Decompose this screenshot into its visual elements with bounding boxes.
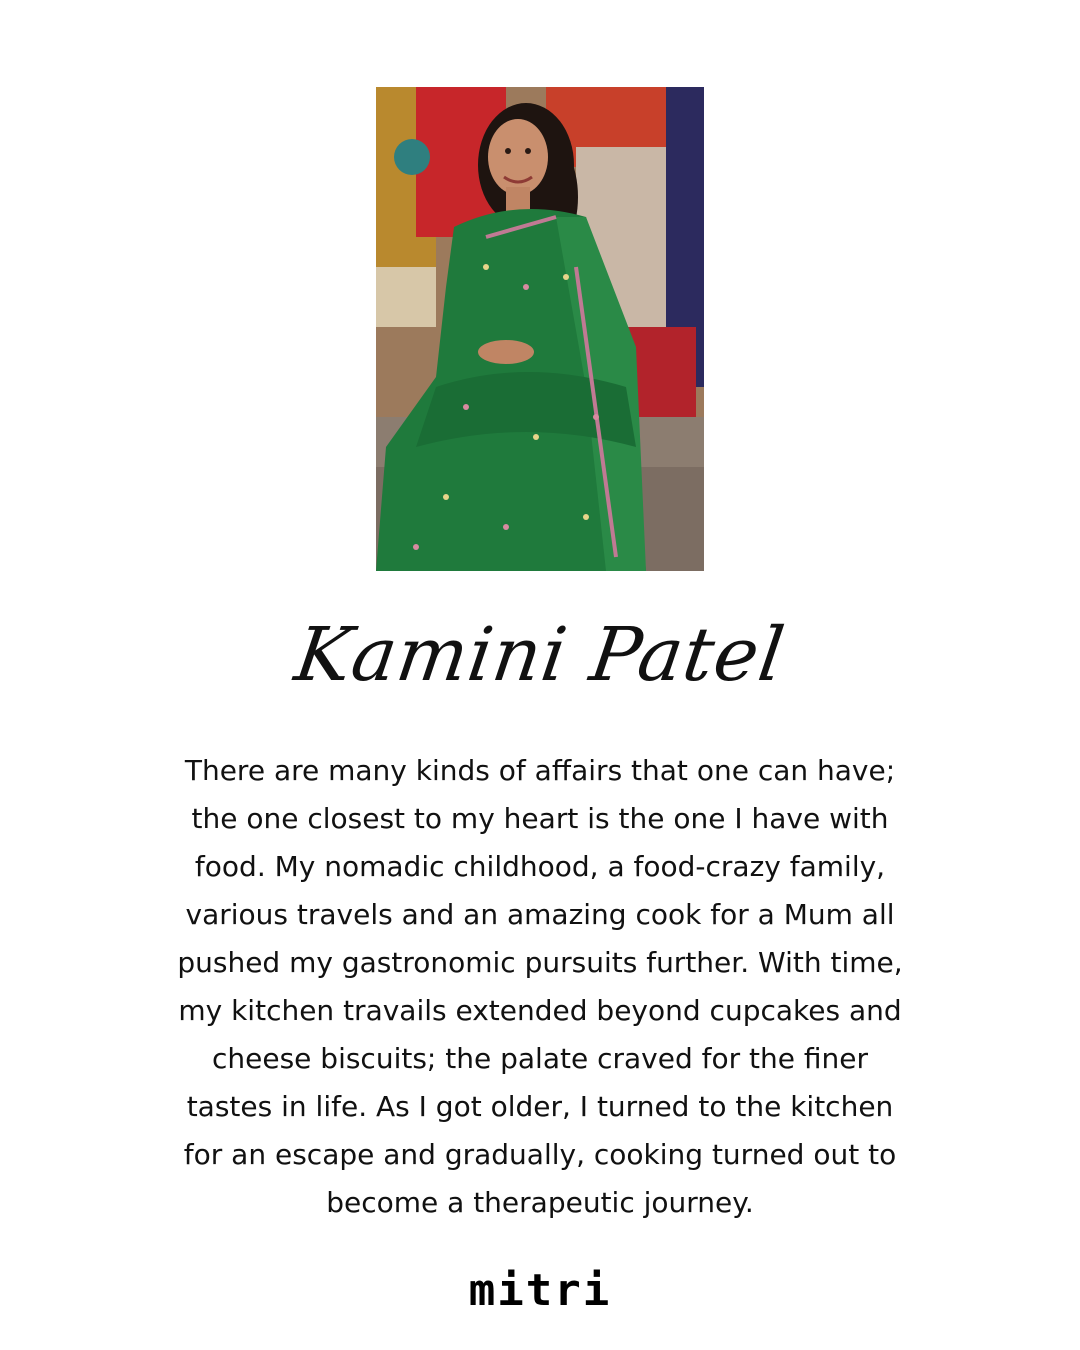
bio-line: tastes in life. As I got older, I turned to the kitchen (186, 1090, 894, 1123)
bio-line: my kitchen travails extended beyond cupcakes and (178, 994, 902, 1027)
profile-photo (376, 87, 704, 571)
bio-line: various travels and an amazing cook for a Mum all (185, 898, 895, 931)
brand-logo: mitri (468, 1265, 612, 1316)
bio-line: the one closest to my heart is the one I have with (191, 802, 889, 835)
bio-line: There are many kinds of affairs that one can have; (184, 754, 896, 787)
bio-line: food. My nomadic childhood, a food-crazy family, (194, 850, 886, 883)
bio-line: become a therapeutic journey. (326, 1186, 754, 1219)
bio-line: cheese biscuits; the palate craved for the finer (211, 1042, 868, 1075)
profile-bio (140, 747, 940, 1227)
bio-line: pushed my gastronomic pursuits further. With time, (177, 946, 903, 979)
profile-name: Kamini Patel (290, 612, 790, 698)
bio-line: for an escape and gradually, cooking turned out to (183, 1138, 897, 1171)
